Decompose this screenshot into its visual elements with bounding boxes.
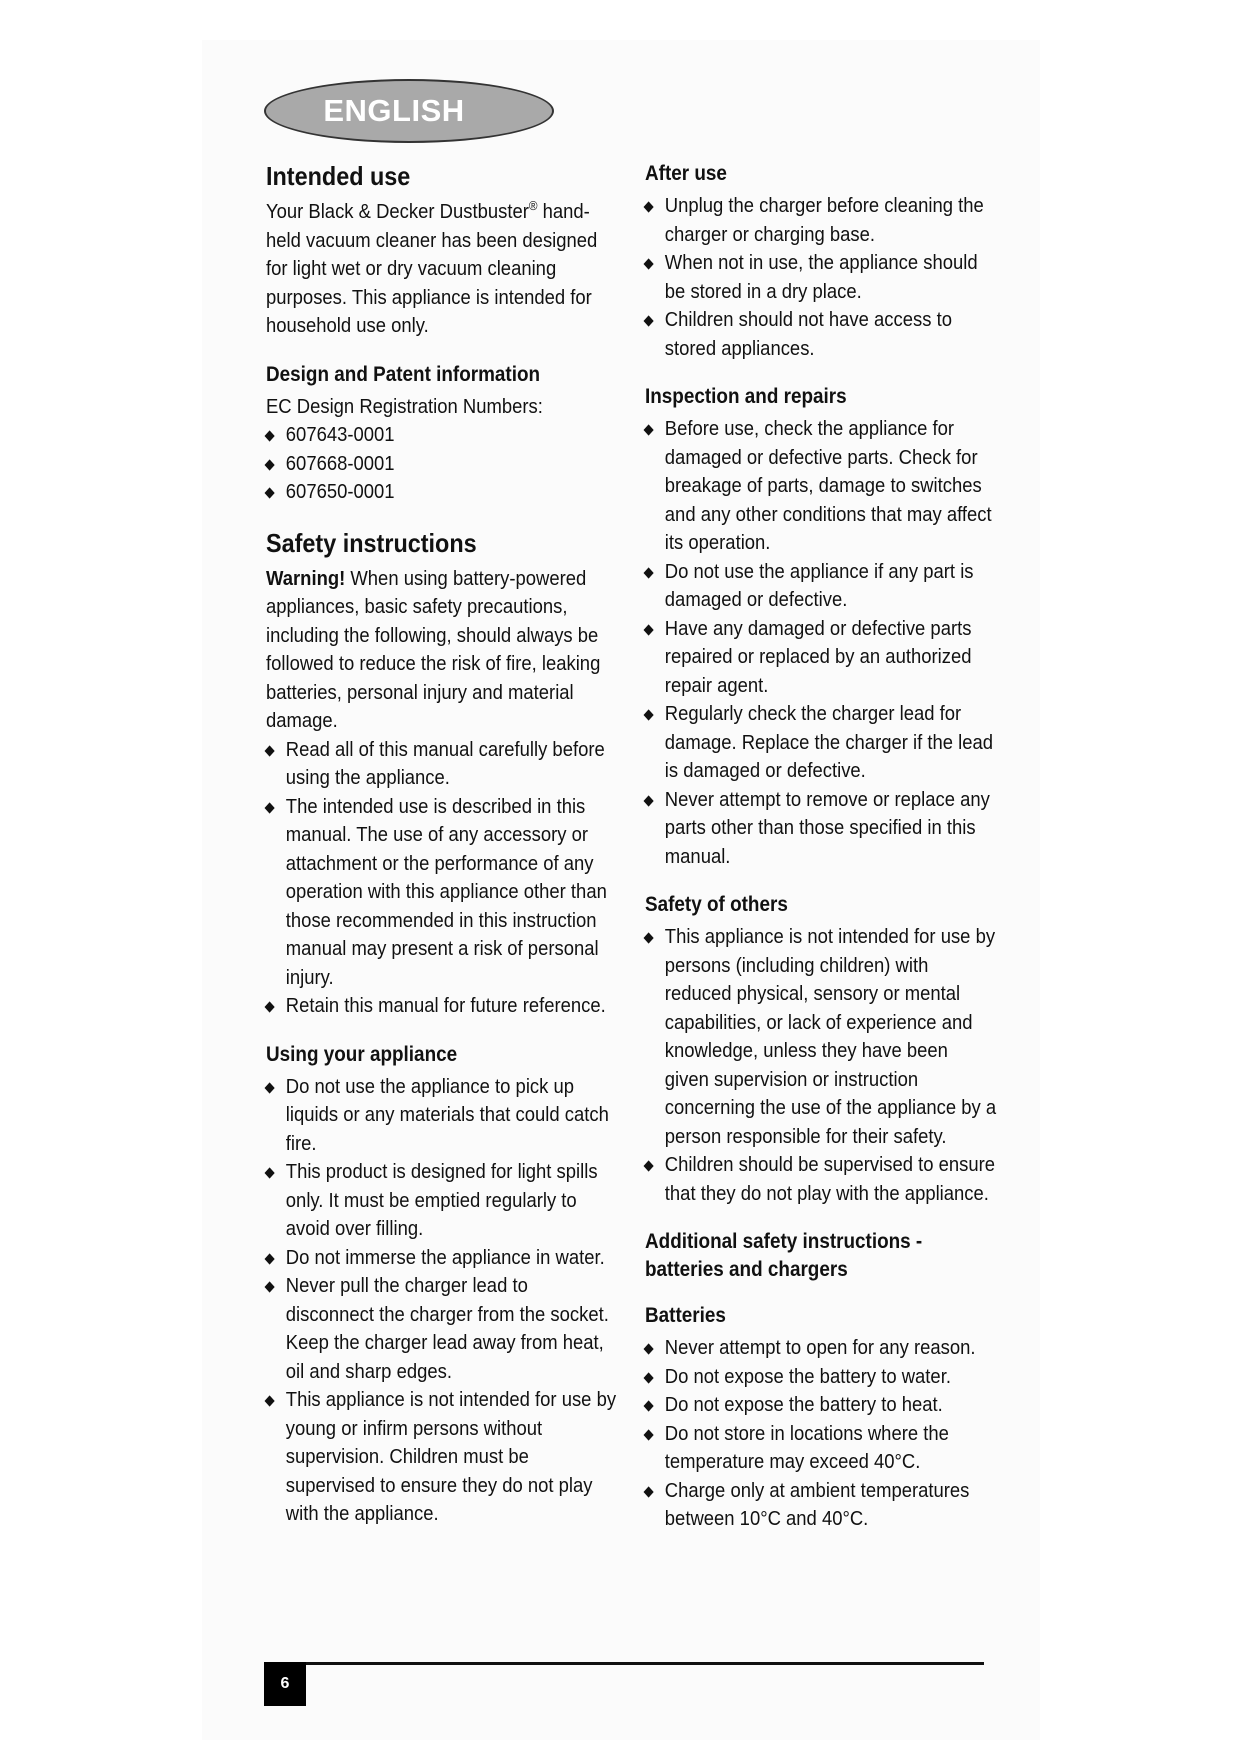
list-item: 607643-0001 [266,421,618,450]
design-heading: Design and Patent information [266,362,541,386]
diamond-bullet-icon [644,1372,654,1383]
page-number: 6 [264,1662,306,1706]
list-item: Have any damaged or defective parts repaired or replaced by an authorized repair agent. [645,615,997,701]
safety-heading: Safety instructions [266,527,477,558]
list-item: Do not immerse the appliance in water. [266,1244,618,1273]
using-list [266,1073,618,1529]
diamond-bullet-icon [644,795,654,806]
diamond-bullet-icon [644,424,654,435]
inspection-heading: Inspection and repairs [645,385,847,408]
footer-rule [264,1662,984,1665]
list-item: Unplug the charger before cleaning the charger or charging base. [645,192,997,249]
safety-list [266,736,618,1021]
right-column [645,160,997,1534]
list-item: Before use, check the appliance for damaged or defective parts. Check for breakage of parts, damage to switches and any other conditions that may affect its operation. [645,415,997,558]
list-item: The intended use is described in this manual. The use of any accessory or attachment or the performance of any operation with this appliance other than those recommended in this instruction manual may present a risk of personal injury. [266,793,618,993]
diamond-bullet-icon [644,1486,654,1497]
list-item: Read all of this manual carefully before using the appliance. [266,736,618,793]
after-use-heading: After use [645,162,727,185]
left-column [266,160,618,1529]
diamond-bullet-icon [265,487,275,498]
safety-warning: Warning! When using battery-powered appliances, basic safety precautions, including the following, should always be followed to reduce the risk of fire, leaking batteries, personal injury and material damage. [266,566,601,732]
diamond-bullet-icon [265,745,275,756]
additional-safety-heading: Additional safety instructions - batteries and chargers [645,1230,923,1281]
diamond-bullet-icon [644,932,654,943]
diamond-bullet-icon [644,1160,654,1171]
diamond-bullet-icon [265,1082,275,1093]
list-item: Do not use the appliance to pick up liquids or any materials that could catch fire. [266,1073,618,1159]
diamond-bullet-icon [644,567,654,578]
list-item: Never attempt to remove or replace any parts other than those specified in this manual. [645,786,997,872]
diamond-bullet-icon [644,315,654,326]
diamond-bullet-icon [644,258,654,269]
language-badge-label: ENGLISH [323,93,465,128]
safety-of-others-heading: Safety of others [645,893,788,916]
design-intro: EC Design Registration Numbers: [266,394,543,418]
list-item: Regularly check the charger lead for damage. Replace the charger if the lead is damaged or defective. [645,700,997,786]
diamond-bullet-icon [265,1167,275,1178]
diamond-bullet-icon [265,1001,275,1012]
diamond-bullet-icon [644,1400,654,1411]
language-badge [264,79,554,143]
list-item: Do not use the appliance if any part is damaged or defective. [645,558,997,615]
diamond-bullet-icon [644,1343,654,1354]
list-item: Do not expose the battery to heat. [645,1391,997,1420]
list-item: Never pull the charger lead to disconnect the charger from the socket. Keep the charger lead away from heat, oil and sharp edges. [266,1272,618,1386]
diamond-bullet-icon [265,1395,275,1406]
diamond-bullet-icon [265,459,275,470]
diamond-bullet-icon [265,1253,275,1264]
diamond-bullet-icon [265,802,275,813]
using-heading: Using your appliance [266,1042,458,1066]
list-item: This appliance is not intended for use by young or infirm persons without supervision. Children must be supervised to ensure they do not play with the appliance. [266,1386,618,1529]
diamond-bullet-icon [644,201,654,212]
batteries-heading: Batteries [645,1304,726,1327]
after-use-list [645,192,997,363]
safety-of-others-list [645,923,997,1208]
list-item: Charge only at ambient temperatures between 10°C and 40°C. [645,1477,997,1534]
list-item: 607668-0001 [266,450,618,479]
diamond-bullet-icon [644,1429,654,1440]
diamond-bullet-icon [265,430,275,441]
list-item: This product is designed for light spills only. It must be emptied regularly to avoid over filling. [266,1158,618,1244]
list-item: Never attempt to open for any reason. [645,1334,997,1363]
list-item: 607650-0001 [266,478,618,507]
list-item: Children should not have access to stored appliances. [645,306,997,363]
intended-use-text: Your Black & Decker Dustbuster® hand-held vacuum cleaner has been designed for light wet or dry vacuum cleaning purposes. This appliance is intended for household use only. [266,198,598,337]
inspection-list [645,415,997,871]
intended-use-heading: Intended use [266,161,411,191]
batteries-list [645,1334,997,1534]
list-item: Do not store in locations where the temperature may exceed 40°C. [645,1420,997,1477]
list-item: Do not expose the battery to water. [645,1363,997,1392]
list-item: This appliance is not intended for use by persons (including children) with reduced physical, sensory or mental capabilities, or lack of experience and knowledge, unless they have been given supervision or instruction concerning the use of the appliance by a person responsible for their safety. [645,923,997,1151]
diamond-bullet-icon [265,1281,275,1292]
list-item: When not in use, the appliance should be stored in a dry place. [645,249,997,306]
diamond-bullet-icon [644,709,654,720]
list-item: Retain this manual for future reference. [266,992,618,1021]
diamond-bullet-icon [644,624,654,635]
list-item: Children should be supervised to ensure that they do not play with the appliance. [645,1151,997,1208]
design-number-list [266,421,618,507]
